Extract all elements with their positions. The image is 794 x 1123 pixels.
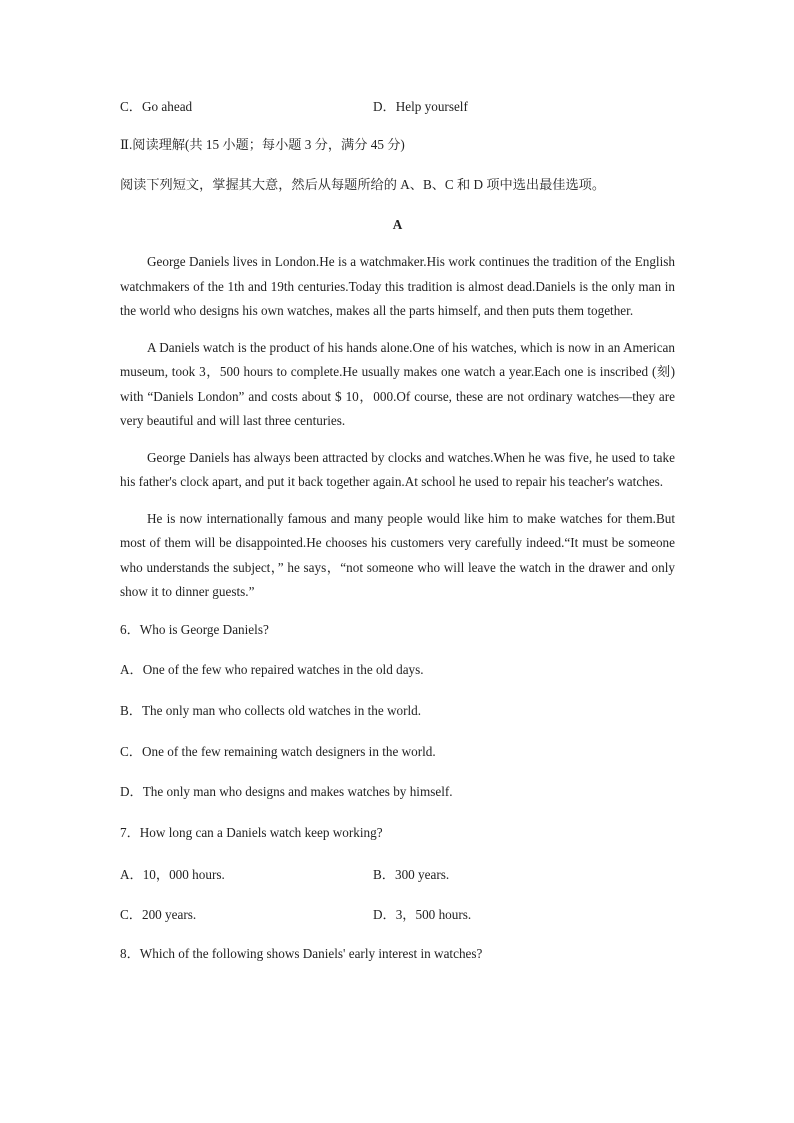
q5-option-d: D．Help yourself (373, 98, 468, 114)
q7-options-ab (120, 861, 675, 887)
q7-option-c: C．200 years. (120, 907, 197, 923)
q5-option-c: C．Go ahead (120, 98, 193, 114)
passage-paragraph-4: He is now internationally famous and many people would like him to make watches for them.But most of them will be disappointed.He chooses his customers very carefully indeed.“It must be someone who understands the subject，” he says，“not someone who will leave the watch in the drawer and only show it to dinner guests.” (120, 510, 675, 599)
question-6: 6．Who is George Daniels? (120, 621, 269, 637)
passage-paragraph-3: George Daniels has always been attracted by clocks and watches.When he was five, he used to take his father's clock apart, and put it back together again.At school he used to repair his teacher's watches. (120, 449, 675, 489)
section-heading: Ⅱ.阅读理解(共 15 小题；每小题 3 分，满分 45 分) (120, 137, 405, 152)
question-7: 7．How long can a Daniels watch keep working? (120, 824, 383, 840)
q7-option-a: A．10，000 hours. (120, 867, 225, 883)
q7-options-cd (120, 901, 675, 927)
question-8: 8．Which of the following shows Daniels' early interest in watches? (120, 945, 483, 961)
q5-options-cd (120, 92, 675, 118)
q6-option-a: A．One of the few who repaired watches in the old days. (120, 662, 424, 678)
passage-paragraph-2: A Daniels watch is the product of his hands alone.One of his watches, which is now in an American museum, took 3，500 hours to complete.He usually makes one watch a year.Each one is inscribed (刻) with “Daniels London” and costs about $ 10，000.Of course, these are not ordinary watches—they are very beautiful and will last three centuries. (120, 339, 675, 428)
document-page (120, 92, 675, 981)
section-instruction: 阅读下列短文，掌握其大意，然后从每题所给的 A、B、C 和 D 项中选出最佳选项。 (120, 177, 606, 192)
q6-option-c: C．One of the few remaining watch designers in the world. (120, 743, 436, 759)
q6-option-d: D．The only man who designs and makes watches by himself. (120, 784, 453, 800)
q6-option-b: B．The only man who collects old watches in the world. (120, 702, 422, 718)
q7-option-b: B．300 years. (373, 867, 450, 883)
passage-paragraph-1: George Daniels lives in London.He is a watchmaker.His work continues the tradition of the English watchmakers of the 1th and 19th centuries.Today this tradition is almost dead.Daniels is the only man in the world who designs his own watches, makes all the parts himself, and then puts them together. (120, 254, 675, 318)
passage-label: A (392, 217, 403, 232)
q7-option-d: D．3，500 hours. (373, 907, 472, 923)
